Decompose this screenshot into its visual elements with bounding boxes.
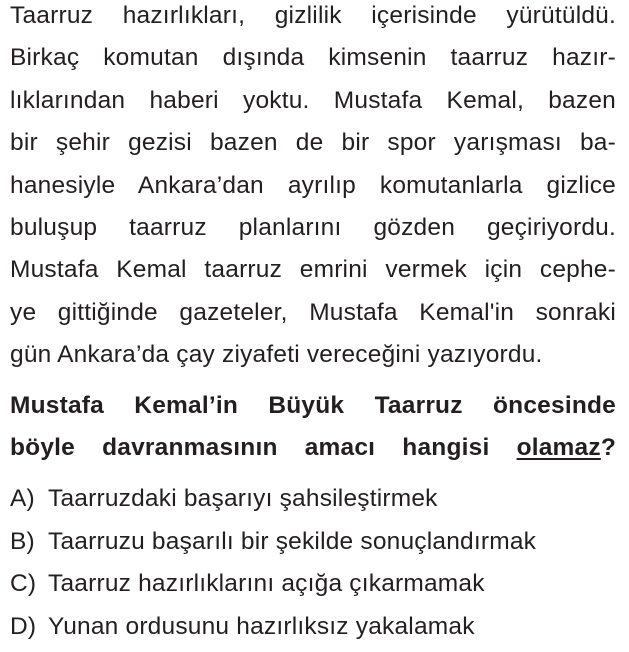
question-line-1: Mustafa Kemal’in Büyük Taarruz öncesinde (10, 392, 616, 419)
question-stem (10, 385, 616, 469)
passage-line: hanesiyle Ankara’dan ayrılıp komutanlarla gizlice (10, 171, 616, 199)
option-text: Taarruzu başarılı bir şekilde sonuçlandırmak (48, 527, 537, 555)
passage-line: buluşup taarruz planlarını gözden geçiriyordu. (10, 213, 616, 241)
question-mark: ? (600, 434, 616, 461)
passage (10, 0, 616, 377)
option-text: Yunan ordusunu hazırlıksız yakalamak (48, 612, 475, 640)
passage-line: ye gittiğinde gazeteler, Mustafa Kemal'in sonraki (10, 298, 616, 326)
option-text: Taarruz hazırlıklarını açığa çıkarmamak (48, 570, 485, 597)
passage-line: Birkaç komutan dışında kimsenin taarruz hazır- (10, 44, 616, 72)
passage-line: gün Ankara’da çay ziyafeti vereceğini yazıyordu. (10, 341, 543, 369)
option-c[interactable] (10, 563, 616, 606)
answer-options (10, 478, 616, 648)
passage-line: bir şehir gezisi bazen de bir spor yarışması ba- (10, 129, 616, 157)
option-d[interactable] (10, 606, 616, 649)
passage-line: Taarruz hazırlıkları, gizlilik içerisinde yürütüldü. (10, 2, 616, 29)
passage-line: lıklarından haberi yoktu. Mustafa Kemal, bazen (10, 86, 616, 114)
option-a[interactable] (10, 478, 616, 521)
option-b[interactable] (10, 521, 616, 564)
question-line-2 (10, 427, 616, 469)
question-line-2-prefix: böyle davranmasının amacı hangisi (10, 434, 517, 461)
option-letter: C) (10, 570, 37, 597)
negation-keyword: olamaz (516, 434, 601, 461)
option-letter: D) (10, 612, 37, 640)
option-letter: A) (10, 485, 35, 512)
option-text: Taarruzdaki başarıyı şahsileştirmek (48, 485, 438, 512)
passage-line: Mustafa Kemal taarruz emrini vermek için cephe- (10, 256, 616, 284)
option-letter: B) (10, 527, 35, 555)
